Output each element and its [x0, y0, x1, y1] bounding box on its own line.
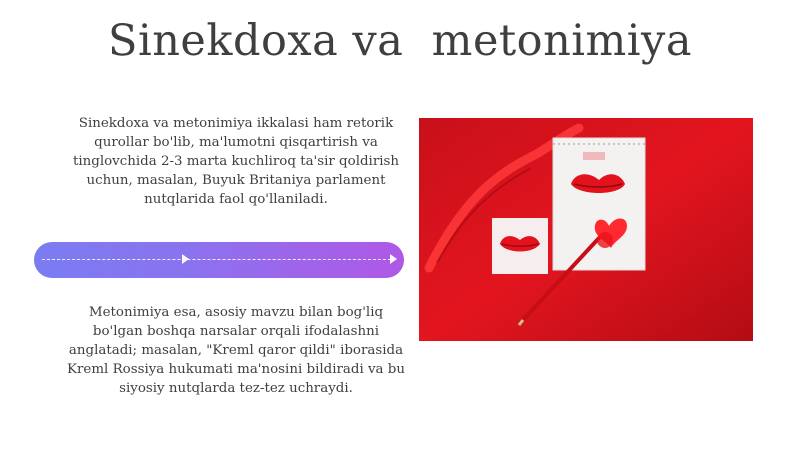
arrow-right-icon	[182, 254, 189, 264]
paragraph-metonymy: Metonimiya esa, asosiy mavzu bilan bog'liq bo'lgan boshqa narsalar orqali ifodalashni anglatadi; masalan, "Kreml qaror qildi" iborasida Kreml Rossiya hukumati ma'nosini bildiradi va bu siyosiy nutqlarda tez-tez uchraydi.	[67, 305, 405, 396]
decorative-divider-bar	[34, 242, 404, 278]
arrow-right-icon	[390, 254, 397, 264]
divider-dashed-line	[42, 259, 396, 260]
slide-title: Sinekdoxa va metonimiya	[108, 16, 692, 66]
red-lips-valentine-photo	[419, 118, 753, 341]
paragraph-synecdoche: Sinekdoxa va metonimiya ikkalasi ham retorik qurollar bo'lib, ma'lumotni qisqartirish va tinglovchida 2-3 marta kuchliroq ta'sir qoldirish uchun, masalan, Buyuk Britaniya parlament nutqlarida faol qo'llaniladi.	[72, 116, 400, 207]
